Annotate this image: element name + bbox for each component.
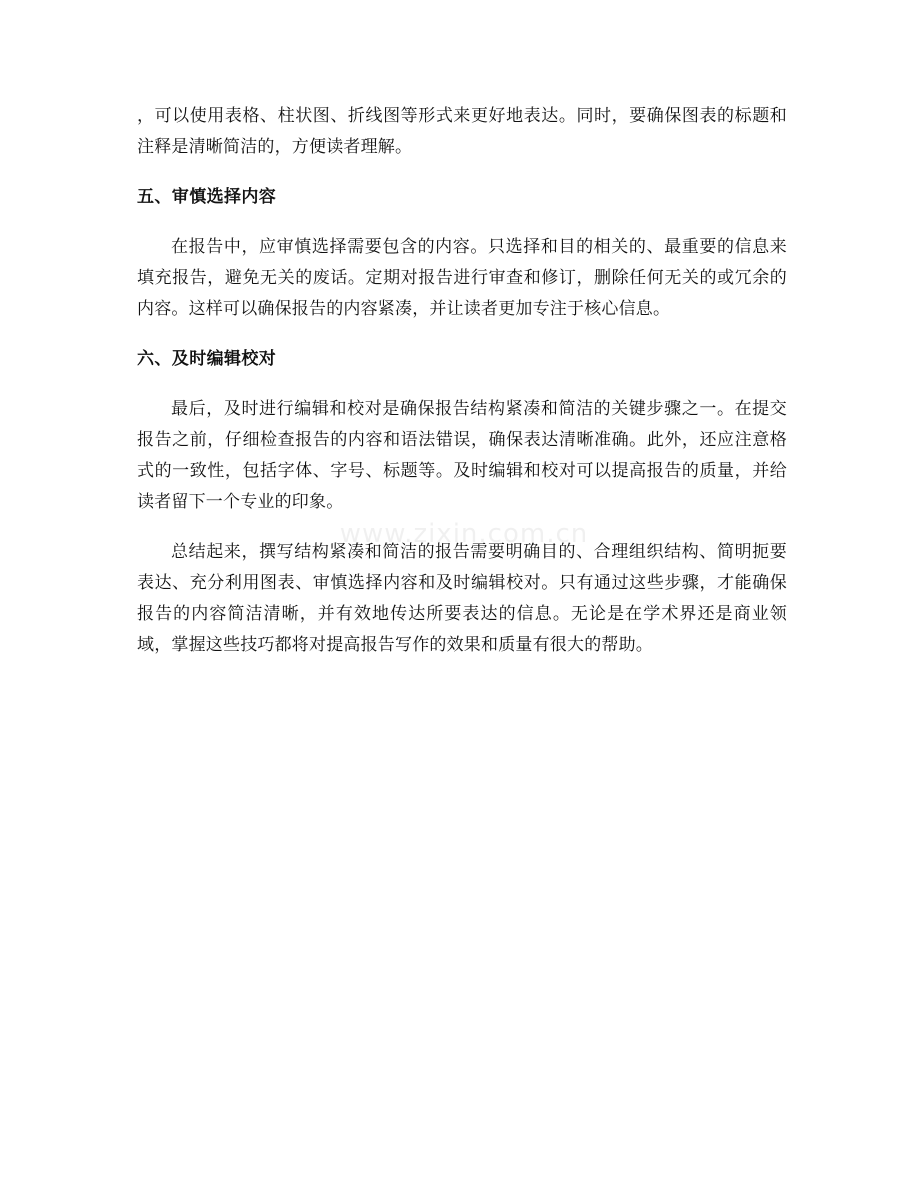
conclusion-paragraph: 总结起来，撰写结构紧凑和简洁的报告需要明确目的、合理组织结构、简明扼要表达、充分利用图表、审慎选择内容和及时编辑校对。只有通过这些步骤，才能确保报告的内容简洁清晰，并有效地传达所要表达的信息。无论是在学术界还是商业领域，掌握这些技巧都将对提高报告写作的效果和质量有很大的帮助。 bbox=[137, 542, 787, 655]
section-paragraph-6: 最后，及时进行编辑和校对是确保报告结构紧凑和简洁的关键步骤之一。在提交报告之前，仔细检查报告的内容和语法错误，确保表达清晰准确。此外，还应注意格式的一致性，包括字体、字号、标题等。及时编辑和校对可以提高报告的质量，并给读者留下一个专业的印象。 bbox=[137, 399, 787, 512]
document-body bbox=[137, 101, 787, 661]
watermark: www.zixin.com.cn bbox=[339, 519, 589, 549]
intro-paragraph: ，可以使用表格、柱状图、折线图等形式来更好地表达。同时，要确保图表的标题和注释是清晰简洁的，方便读者理解。 bbox=[137, 106, 787, 157]
section-heading-6: 六、及时编辑校对 bbox=[137, 349, 277, 369]
section-heading-5: 五、审慎选择内容 bbox=[137, 187, 277, 207]
section-paragraph-5: 在报告中，应审慎选择需要包含的内容。只选择和目的相关的、最重要的信息来填充报告，避免无关的废话。定期对报告进行审查和修订，删除任何无关的或冗余的内容。这样可以确保报告的内容紧凑，并让读者更加专注于核心信息。 bbox=[137, 237, 787, 319]
